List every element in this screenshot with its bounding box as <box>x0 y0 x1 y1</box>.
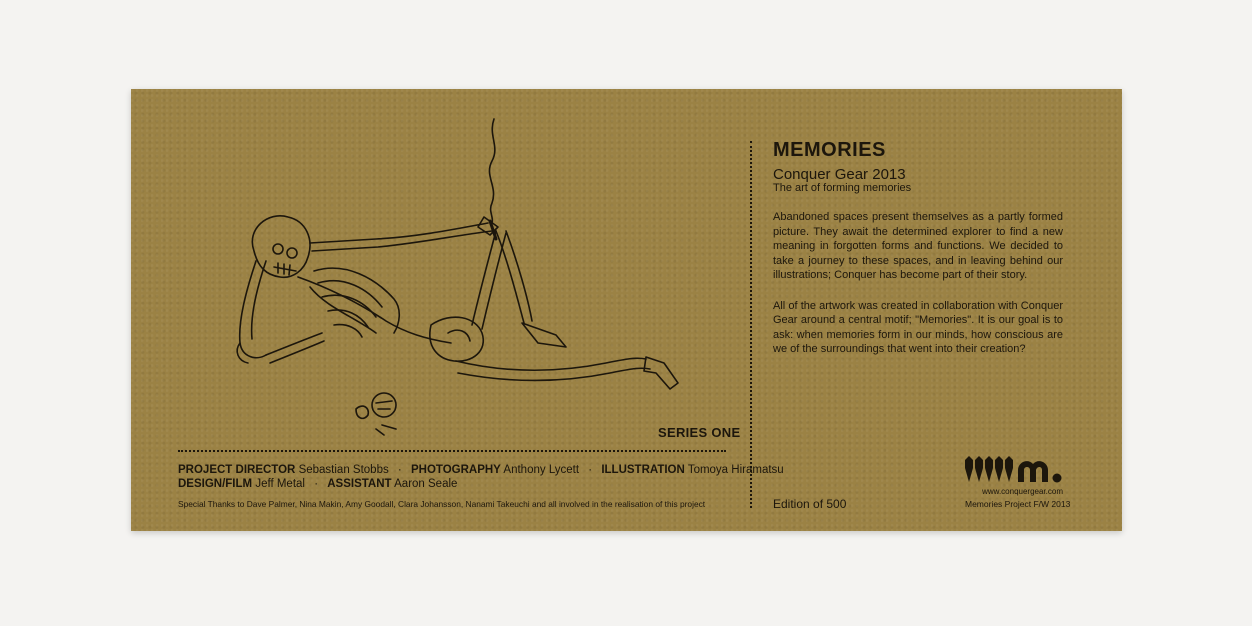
website-url: www.conquergear.com <box>982 487 1063 496</box>
credit-role: PROJECT DIRECTOR <box>178 464 296 476</box>
credits <box>178 463 784 491</box>
credit-name: Tomoya Hiramatsu <box>687 464 784 476</box>
credit-role: PHOTOGRAPHY <box>410 464 501 476</box>
special-thanks: Special Thanks to Dave Palmer, Nina Makin, Amy Goodall, Clara Johansson, Nanami Takeuchi and all involved in the realisation of this project <box>178 499 706 509</box>
project-label: Memories Project F/W 2013 <box>965 499 1071 509</box>
subtitle: Conquer Gear 2013 <box>773 166 906 183</box>
credit-name: Sebastian Stobbs <box>298 464 389 476</box>
credit-separator: · <box>588 464 593 476</box>
paragraph-2: All of the artwork was created in collaboration with Conquer Gear around a central motif; "Memories". It is our goal is to ask: when memories form in our minds, how conscious are we of the surroundings that went into their creation? <box>773 299 1063 355</box>
credits-line-1 <box>178 463 784 477</box>
credit-role: ILLUSTRATION <box>601 464 685 476</box>
dotted-divider-horizontal <box>178 450 726 452</box>
logo-mark-icon <box>965 456 1063 484</box>
credit-role: ASSISTANT <box>327 478 392 490</box>
conquer-gear-logo <box>965 456 1071 509</box>
description-panel <box>773 139 1063 357</box>
series-label: SERIES ONE <box>658 425 741 440</box>
skeleton-illustration <box>226 111 686 451</box>
tagline: The art of forming memories <box>773 182 912 194</box>
dotted-divider-vertical <box>750 141 752 508</box>
page-title: MEMORIES <box>773 139 886 161</box>
credit-separator: · <box>397 464 402 476</box>
paragraph-1: Abandoned spaces present themselves as a partly formed picture. They await the determined explorer to find a new meaning in forgotten forms and functions. We decided to take a journey to these spaces, and in leaving behind our illustrations; Conquer has become part of their story. <box>773 211 1063 281</box>
credits-line-2 <box>178 477 784 491</box>
credit-separator: · <box>314 478 319 490</box>
credit-name: Aaron Seale <box>394 478 458 490</box>
postcard <box>131 89 1122 531</box>
credit-name: Anthony Lycett <box>503 464 580 476</box>
edition-label: Edition of 500 <box>773 497 847 511</box>
credit-name: Jeff Metal <box>255 478 305 490</box>
credit-role: DESIGN/FILM <box>178 478 253 490</box>
